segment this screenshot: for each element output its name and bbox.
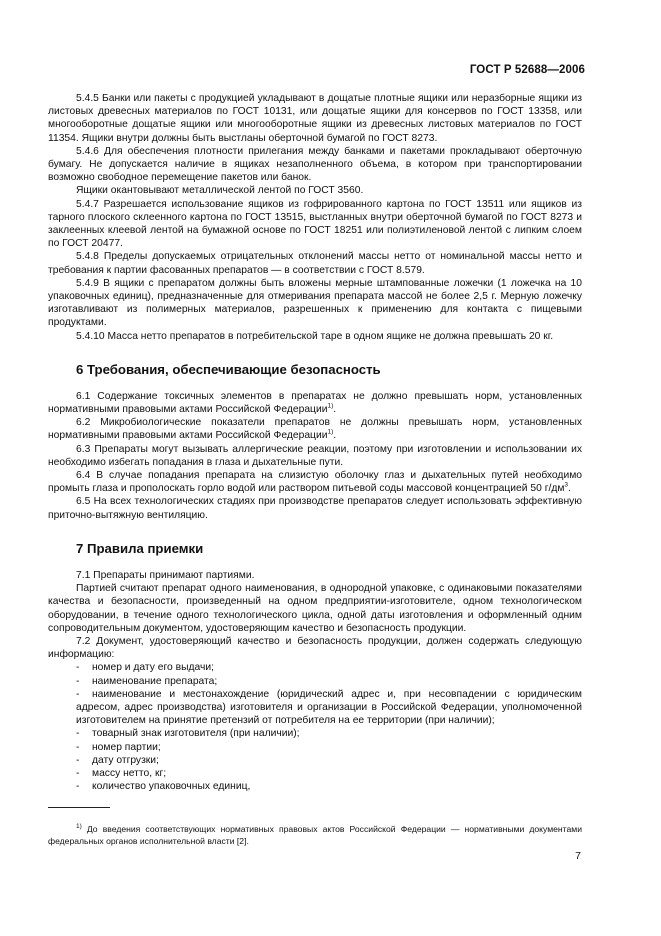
- section-6-heading: 6 Требования, обеспечивающие безопасность: [76, 361, 381, 377]
- paragraph-6-3: 6.3 Препараты могут вызывать аллергические реакции, поэтому при изготовлении и использовании их необходимо избегать попадания в глаза и дыхательные пути.: [48, 443, 582, 468]
- paragraph-7-2: 7.2 Документ, удостоверяющий качество и безопасность продукции, должен содержать следующую информацию:: [48, 635, 582, 661]
- page-content: [48, 92, 582, 793]
- paragraph-5-4-7: 5.4.7 Разрешается использование ящиков из гофрированного картона по ГОСТ 13511 или ящиков из тарного плоского склеенного картона по ГОСТ 13515, выстланных внутри оберточной бумагой по ГОСТ 8273 и заклеенных клеевой лентой на бумажной основе по ГОСТ 18251 или полиэтиленовой лентой с липким слоем по ГОСТ 20477.: [48, 198, 582, 250]
- list-item: [48, 754, 582, 767]
- footnote-ref: 1): [327, 402, 334, 410]
- document-header: ГОСТ Р 52688—2006: [469, 64, 585, 76]
- footnote-mark: 1): [76, 822, 82, 830]
- list-item-text: количество упаковочных единиц,: [92, 781, 251, 793]
- paragraph-5-4-5: 5.4.5 Банки или пакеты с продукцией укладывают в дощатые плотные ящики или неразборные ящики из листовых древесных материалов по ГОСТ 10131, или дощатые ящики для консервов по ГОСТ 13358, или многооборотные дощатые ящики или многооборотные ящики из древесных листовых материалов по ГОСТ 11354. Ящики внутри должны быть выстланы оберточной бумагой по ГОСТ 8273.: [48, 93, 582, 144]
- paragraph-6-1-text: 6.1 Содержание токсичных элементов в препаратах не должно превышать норм, установленных нормативными правовыми актами Российской Федерации: [48, 390, 582, 416]
- paragraph-6-4: [48, 469, 582, 495]
- paragraph-5-4-6: 5.4.6 Для обеспечения плотности прилегания между банками и пакетами прокладывают оберточную бумагу. Не допускается наличие в ящиках незаполненного объема, в котором при транспортировании возможно свободное перемещение пакетов или банок.: [48, 145, 582, 184]
- list-dash: -: [76, 754, 80, 766]
- list-item-text: наименование и местонахождение (юридический адрес и, при несовпадении с юридическим адресом, адрес производства) изготовителя и организации в Российской Федерации, уполномоченной изготовителем на принятие претензий от потребителя на ее территории (при наличии);: [76, 688, 582, 727]
- page-number: 7: [575, 850, 581, 862]
- list-item: [48, 661, 582, 674]
- list-dash: -: [76, 662, 80, 674]
- footnote-text: До введения соответствующих нормативных правовых актов Российской Федерации — нормативными документами федеральных органов исполнительной власти [2].: [48, 823, 582, 846]
- list-dash: -: [76, 741, 80, 753]
- paragraph-6-1: [48, 390, 582, 416]
- footnote-divider: [48, 807, 110, 808]
- paragraph-6-2-text: 6.2 Микробиологические показатели препаратов не должны превышать норм, установленных нормативными правовыми актами Российской Федерации: [48, 417, 582, 442]
- paragraph-end: .: [333, 404, 337, 416]
- list-dash: -: [76, 728, 80, 740]
- list-item-text: наименование препарата;: [92, 675, 218, 687]
- list-item: [48, 688, 582, 728]
- paragraph-7-1: 7.1 Препараты принимают партиями.: [76, 569, 255, 581]
- list-dash: -: [76, 688, 80, 700]
- list-item: [48, 741, 582, 754]
- paragraph-6-2: [48, 416, 582, 442]
- paragraph-5-4-9: 5.4.9 В ящики с препаратом должны быть вложены мерные штампованные ложечки (1 ложечка на 10 упаковочных единиц), предназначенные для отмеривания препарата массой не более 2,5 г. Мерную ложечку изготавливают из полимерных материалов, разрешенных к применению для контакта с пищевыми продуктами.: [48, 277, 582, 329]
- footnote: [48, 823, 582, 847]
- list-dash: -: [76, 675, 80, 687]
- list-item-text: товарный знак изготовителя (при наличии);: [92, 728, 300, 740]
- list-item: [48, 727, 582, 740]
- list-item: [48, 675, 582, 688]
- list-item-text: массу нетто, кг;: [92, 767, 167, 779]
- list-item-text: номер партии;: [92, 741, 161, 753]
- paragraph-6-5: 6.5 На всех технологических стадиях при производстве препаратов следует использовать эффективную приточно-вытяжную вентиляцию.: [48, 496, 582, 521]
- paragraph-7-1-cont: Партией считают препарат одного наименования, в однородной упаковке, с одинаковыми показателями качества и безопасности, произведенный на одном предприятии-изготовителе, одном технологическом оборудовании, в течение одного технологического цикла, одной даты изготовления и оформленный одним сопроводительным документом, удостоверяющим качество и безопасность продукции.: [48, 583, 582, 634]
- paragraph-6-4-text: 6.4 В случае попадания препарата на слизистую оболочку глаз и дыхательных путей необходимо промыть глаза и прополоскать горло водой или раствором питьевой соды массовой концентрацией 50 г/дм: [48, 470, 582, 495]
- paragraph-end: .: [333, 430, 337, 442]
- unit-superscript: 3: [564, 481, 569, 489]
- footnote-ref: 1): [327, 429, 334, 437]
- list-dash: -: [76, 781, 80, 793]
- list-item: [48, 767, 582, 780]
- list-dash: -: [76, 767, 80, 779]
- paragraph-5-4-10: 5.4.10 Масса нетто препаратов в потребительской таре в одном ящике не должна превышать 20 кг.: [76, 330, 554, 342]
- list-item-text: номер и дату его выдачи;: [92, 662, 214, 674]
- list-item: [48, 780, 582, 793]
- paragraph-end: .: [568, 483, 571, 495]
- paragraph-5-4-6-cont: Ящики окантовывают металлической лентой по ГОСТ 3560.: [76, 185, 364, 197]
- section-7-heading: 7 Правила приемки: [76, 540, 204, 556]
- list-item-text: дату отгрузки;: [92, 754, 159, 766]
- paragraph-5-4-8: 5.4.8 Пределы допускаемых отрицательных отклонений массы нетто от номинальной массы нетто и требования к партии фасованных препаратов — в соответствии с ГОСТ 8.579.: [48, 251, 582, 276]
